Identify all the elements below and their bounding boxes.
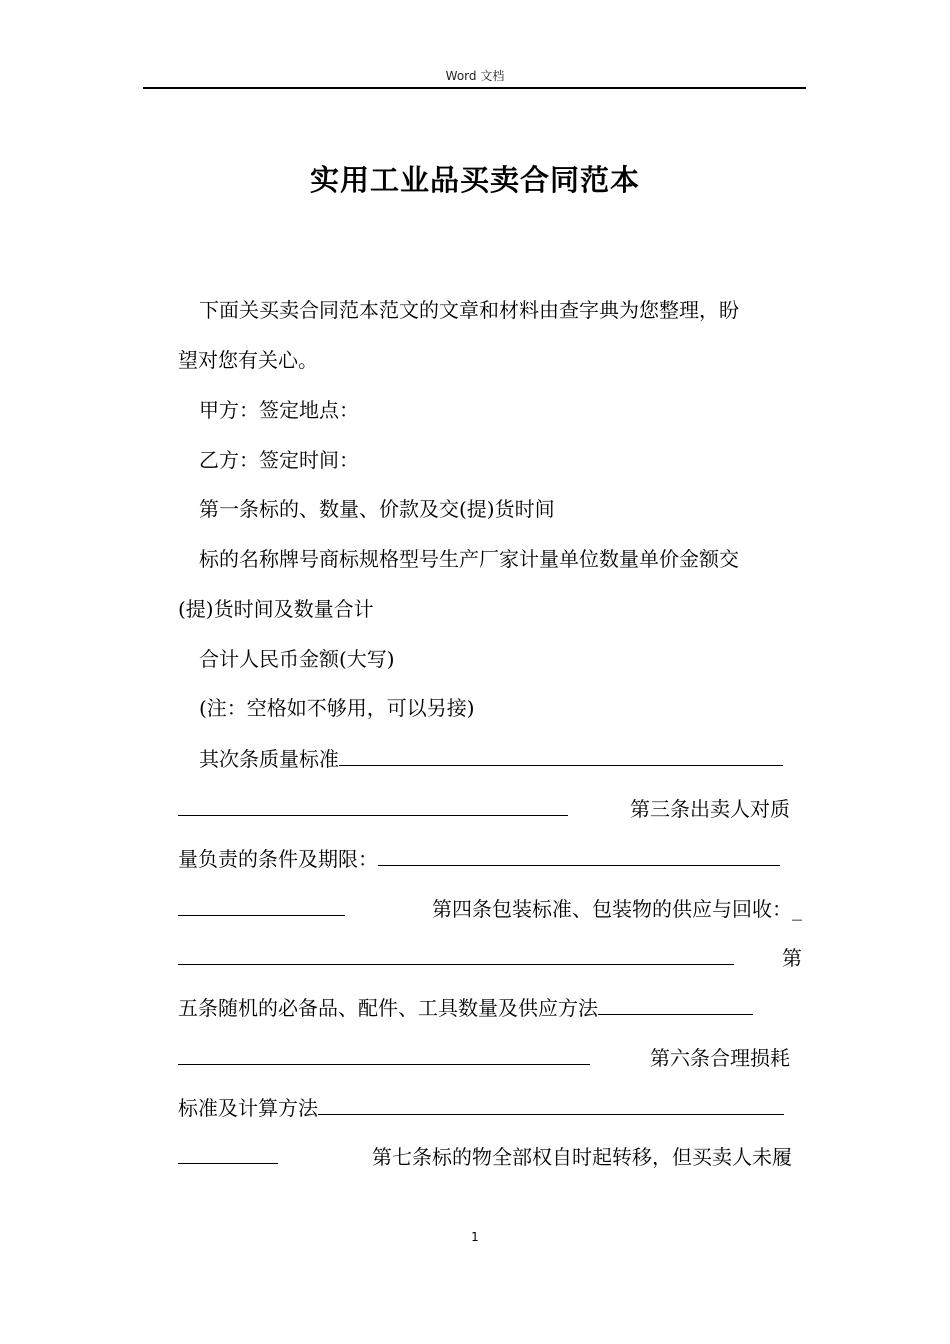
fill-blank (318, 1092, 784, 1115)
header-label: Word 文档 (445, 69, 505, 83)
paragraph-line: 望对您有关心。 (178, 348, 318, 372)
paragraph-line: 合计人民币金额(大写) (199, 647, 395, 671)
paragraph-line: 其次条质量标准 (178, 743, 802, 773)
fill-blank (178, 793, 568, 816)
paragraph-line: 第 (178, 942, 802, 972)
paragraph-line: 标准及计算方法 (178, 1092, 802, 1122)
paragraph-line: 第四条包装标准、包装物的供应与回收：_ (178, 893, 802, 923)
paragraph-line: 乙方：签定时间： (199, 448, 359, 472)
fill-blank (378, 843, 780, 866)
paragraph-line: 第七条标的物全部权自时起转移，但买卖人未履 (178, 1141, 802, 1171)
fill-blank (178, 1141, 278, 1164)
paragraph-line: 量负责的条件及期限： (178, 843, 802, 873)
header-rule (143, 87, 806, 89)
paragraph-line: 甲方：签定地点： (199, 398, 359, 422)
paragraph-line: (提)货时间及数量合计 (178, 597, 374, 621)
fill-blank (178, 942, 734, 965)
fill-blank (178, 893, 345, 916)
fill-blank (339, 743, 783, 766)
paragraph-line: 标的名称牌号商标规格型号生产厂家计量单位数量单价金额交 (199, 547, 739, 571)
document-title: 实用工业品买卖合同范本 (309, 163, 640, 197)
paragraph-line: 第六条合理损耗 (178, 1042, 802, 1072)
fill-blank (178, 1042, 590, 1065)
paragraph-line: 第一条标的、数量、价款及交(提)货时间 (199, 497, 555, 521)
paragraph-line: 第三条出卖人对质 (178, 793, 802, 823)
paragraph-line: 下面关买卖合同范本范文的文章和材料由查字典为您整理，盼 (199, 298, 739, 322)
page-number: 1 (471, 1230, 479, 1244)
paragraph-line: (注：空格如不够用，可以另接) (199, 696, 475, 720)
paragraph-line: 五条随机的必备品、配件、工具数量及供应方法 (178, 992, 802, 1022)
fill-blank (598, 992, 753, 1015)
